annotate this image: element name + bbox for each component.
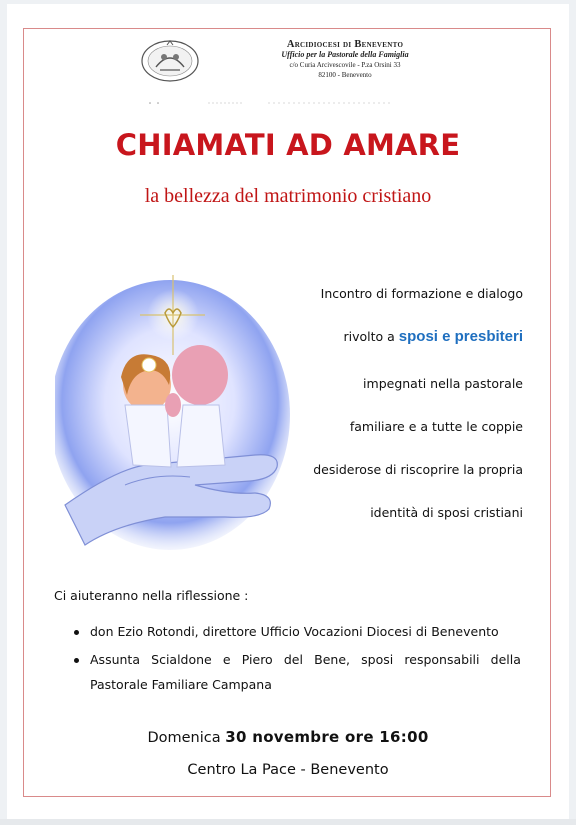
intro-line-4: familiare e a tutte le coppie <box>349 419 523 434</box>
event-day-label: Domenica <box>147 730 226 746</box>
word: del <box>283 652 303 667</box>
helper-item-1-text: don Ezio Rotondi, direttore Ufficio Vocazioni Diocesi di Benevento <box>90 624 499 639</box>
word: Scialdone <box>151 652 212 667</box>
intro-line-1: Incontro di formazione e dialogo <box>320 286 523 301</box>
helpers-heading: Ci aiuteranno nella riflessione : <box>54 588 249 603</box>
bullet-icon <box>74 658 79 663</box>
event-place: Centro La Pace - Benevento <box>187 762 389 778</box>
couple-in-hand-illustration <box>55 255 295 555</box>
word: Bene, <box>314 652 350 667</box>
poster-subtitle: la bellezza del matrimonio cristiano <box>144 185 432 207</box>
letterhead <box>230 40 460 80</box>
diocese-logo-icon <box>138 37 202 83</box>
bullet-icon <box>74 630 79 635</box>
word: della <box>490 652 521 667</box>
bottom-bar <box>0 819 576 825</box>
event-date-time: 30 novembre ore 16:00 <box>225 728 429 746</box>
intro-line-2-prefix: rivolto a <box>343 329 399 344</box>
letterhead-address: c/o Curia Arcivescovile - P.za Orsini 33 <box>289 61 401 69</box>
letterhead-org: Arcidiocesi di Benevento <box>286 39 404 50</box>
intro-line-6: identità di sposi cristiani <box>370 505 523 520</box>
word: Piero <box>241 652 273 667</box>
audience-highlight: sposi e presbiteri <box>398 328 523 345</box>
letterhead-divider <box>148 100 398 106</box>
helper-item-2-line-1 <box>90 652 521 667</box>
poster-title: CHIAMATI AD AMARE <box>115 128 461 162</box>
word: sposi <box>361 652 394 667</box>
letterhead-city: 82100 - Benevento <box>318 71 372 79</box>
intro-line-2 <box>305 328 523 345</box>
word: Assunta <box>90 652 140 667</box>
intro-line-3: impegnati nella pastorale <box>363 376 523 391</box>
word: e <box>222 652 231 667</box>
word: responsabili <box>404 652 480 667</box>
letterhead-office: Ufficio per la Pastorale della Famiglia <box>281 50 409 59</box>
helper-item-2-line-2: Pastorale Familiare Campana <box>90 677 272 692</box>
event-date <box>0 728 576 746</box>
intro-line-5: desiderose di riscoprire la propria <box>313 462 523 477</box>
